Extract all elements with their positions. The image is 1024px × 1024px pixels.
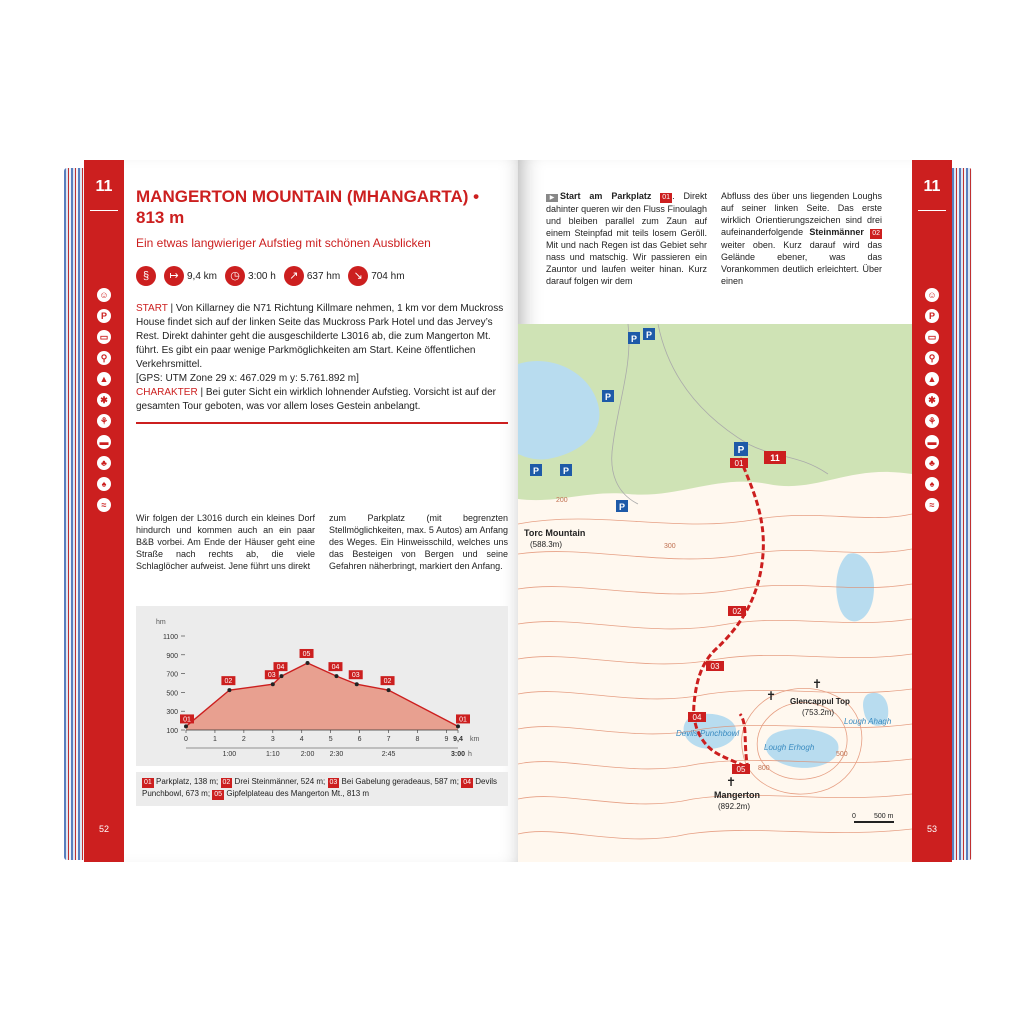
waypoint-dot [387,688,391,692]
duration-value: 3:00 h [248,270,276,282]
bike-icon: ⚘ [97,414,111,428]
right-red-bar [912,160,952,862]
contour-label-300: 300 [664,543,676,550]
train-icon: ▬ [925,435,939,449]
contour-label-500: 500 [836,751,848,758]
waypoint-dot [334,674,338,678]
waypoint-dot [355,682,359,686]
x-tick-label: 4 [299,736,304,743]
waypoint-05-label: 05 [736,765,746,774]
waypoint-dot [306,661,310,665]
parking-label: P [532,466,540,476]
summit-cross-icon: ✝ [726,775,737,789]
col4-text-b: weiter oben. Kurz darauf wird das Gelände ebener, was das Vorankommen deutlich erleichtert. Über einen [721,240,882,286]
side-icons-left [84,288,124,512]
side-icons-right [912,288,952,512]
waypoint-03-label: 03 [710,662,720,671]
summit-cross-icon: ✝ [812,677,823,691]
ascent-icon: ↗ [284,266,304,286]
train-icon: ▬ [97,435,111,449]
parking-label: P [630,334,638,344]
y-tick-label: 700 [166,671,178,679]
time-tick-label: 2:45 [381,751,396,758]
parking-label: P [618,502,626,512]
stat-duration [225,266,276,286]
waypoint-02-label: 02 [732,607,742,616]
descent-icon: ↘ [348,266,368,286]
nature-icon: ♣ [925,456,939,470]
clock-icon: ◷ [225,266,245,286]
start-text: | Von Killarney die N71 Richtung Killmare nehmen, 1 km vor dem Muckross House findet sich auf der linken Seite das Muckross Park Hotel und das Jervey’s Rest. Direkt dahinter geht die ausgeschilderte L3016 ab, die zum Mangerton Mt. führt. Es gibt ein paar wenige Parkmöglichkeiten am Start. Keine öffentlichen Verkehrsmittel. [136,303,504,370]
waypoint-label: 04 [276,664,285,672]
description-col-4 [721,190,882,287]
restaurant-icon: ⚲ [925,351,939,365]
y-tick-label: 500 [166,690,178,698]
legend-num-01: 01 [144,779,152,786]
y-axis-unit: hm [156,619,166,626]
lough-erhogh-label: Lough Erhogh [764,743,815,752]
col4-text-a: Abfluss des über uns liegenden Loughs auf seiner linken Seite. Das erste wirklich Orientierungszeichen sind drei aufeinanderfolgende [721,191,882,237]
book-spread [64,160,972,862]
legend-num-02: 02 [222,779,231,786]
page-edges-right [950,168,972,860]
x-tick-label: 9 [444,736,449,743]
restaurant-icon: ⚲ [97,351,111,365]
page-number-right: 53 [926,824,937,834]
x-tick-label: 7 [386,736,391,743]
topographic-map [518,324,912,862]
stat-distance [164,266,217,286]
route-description-right [546,190,882,287]
col3-text: . Direkt dahinter queren wir den Fluss Finoulagh und bleiben parallel zum Zaun auf einem Steinpfad mit teils losem Geröll. Mit und nach Regen ist das Gebiet sehr nass und matschig. Wir passieren ein Zauntor und laufen weiter hinan. Kurz darauf folgen wir dem [546,191,707,286]
tree-icon: ♠ [97,477,111,491]
legend-text-03: Bei Gabelung geradeaus, 587 m; [341,777,459,786]
summit-icon: ▲ [925,372,939,386]
waypoint-label: 03 [351,672,360,680]
x-tick-label: 0 [184,736,188,743]
glencappul-label: Glencappul Top [790,697,850,706]
inline-num-02: 02 [872,230,880,237]
waypoint-legend [136,772,508,806]
x-tick-label: 9,4 [453,736,463,743]
time-tick-label: 1:00 [222,751,237,758]
tour-number-right: 11 [923,178,941,195]
parking-label: P [604,392,612,402]
waypoint-label: 01 [183,716,191,724]
description-col-3 [546,190,707,287]
gps-text: [GPS: UTM Zone 29 x: 467.029 m y: 5.761.892 m] [136,373,359,384]
left-page [84,160,526,862]
difficulty-icon: § [136,266,156,286]
parking-icon: P [97,309,111,323]
tour-title: MANGERTON MOUNTAIN (MHANGARTA) • 813 m [136,187,480,227]
description-col-2: zum Parkplatz (mit begrenzten Stellmöglichkeiten, max. 5 Autos) am Anfang des Weges. Ein Hinweisschild, welches uns das Besteigen von Bergen und seine Gefahren näherbringt, markiert den Anfang. [329,513,508,571]
waypoint-label: 02 [224,678,233,686]
tree-icon: ♠ [925,477,939,491]
route-description-left [136,512,508,572]
waypoint-dot [271,682,275,686]
elevation-profile [136,606,508,766]
distance-icon: ↦ [164,266,184,286]
legend-num-04: 04 [463,779,471,786]
distance-value: 9,4 km [187,270,218,282]
legend-text-01: Parkplatz, 138 m; [156,777,219,786]
start-label: START [136,303,168,314]
waypoint-label: 01 [459,716,467,724]
waypoint-dot [184,724,188,728]
page-edges-left [64,168,86,860]
x-tick-label: 3 [270,736,275,743]
x-tick-label: 2 [241,736,246,743]
swim-icon: ≈ [925,498,939,512]
contour-label-200: 200 [556,497,568,504]
torc-mountain-label: Torc Mountain [524,528,586,538]
waypoint-label: 03 [267,672,276,680]
mangerton-label: Mangerton [714,790,760,800]
waypoint-04-label: 04 [692,713,702,722]
descent-value: 704 hm [371,270,405,282]
start-arrow-icon: ▶ [546,194,558,202]
swim-icon: ≈ [97,498,111,512]
stat-ascent [284,266,340,286]
tour-stats [136,266,508,286]
bar-divider [90,210,118,211]
lough-ahagh-label: Lough Ahagh [844,717,892,726]
parking-icon: P [925,309,939,323]
time-tick-label: 2:30 [329,751,344,758]
nature-icon: ♣ [97,456,111,470]
glencappul-height: (753.2m) [802,708,835,717]
devils-punchbowl-label: Devils Punchbowl [676,729,740,738]
kids-icon: ☺ [97,288,111,302]
summit-icon: ▲ [97,372,111,386]
time-tick-label: 2:00 [300,751,315,758]
legend-text-02: Drei Steinmänner, 524 m; [234,777,326,786]
bus-icon: ▭ [97,330,111,344]
waypoint-label: 04 [331,664,340,672]
waypoint-dot [456,724,460,728]
winter-icon: ✱ [97,393,111,407]
x-tick-label: 5 [328,736,333,743]
charakter-label: CHARAKTER [136,387,198,398]
bike-icon: ⚘ [925,414,939,428]
waypoint-label: 05 [302,650,311,658]
legend-text-04: Devils Punchbowl, 673 m; [142,777,497,798]
bar-divider-right [918,210,946,211]
parking-label: P [645,330,653,340]
contour-label-800: 800 [758,765,770,772]
tour-tag-label: 11 [770,453,780,463]
bus-icon: ▭ [925,330,939,344]
waypoint-dot [227,688,231,692]
x-axis-unit: km [470,736,480,743]
summit-cross-icon: ✝ [766,689,777,703]
kids-icon: ☺ [925,288,939,302]
scale-label: 500 m [874,813,894,820]
waypoint-label: 02 [383,678,392,686]
mangerton-height: (892.2m) [718,802,751,811]
map-svg [518,324,912,862]
waypoint-01-label: 01 [734,459,744,468]
scale-zero-label: 0 [852,813,856,820]
y-tick-label: 100 [166,728,178,735]
parking-label: P [562,466,570,476]
right-page [518,160,952,862]
charakter-text: | Bei guter Sicht ein wirklich lohnender Aufstieg. Vorsicht ist auf der gesamten Tour geboten, was vor allem loses Gestein anbelangt. [136,387,496,412]
x-tick-label: 8 [415,736,420,743]
x-tick-label: 1 [212,736,217,743]
tour-subtitle: Ein etwas langwieriger Aufstieg mit schönen Ausblicken [136,236,431,250]
start-bold: Start am Parkplatz [560,191,652,201]
page-number-left: 52 [98,824,109,834]
tour-header [136,186,508,424]
legend-num-03: 03 [329,779,338,786]
torc-mountain-height: (588.3m) [530,540,563,549]
info-box [136,302,508,424]
y-tick-label: 300 [166,709,178,717]
stat-descent [348,266,404,286]
left-red-bar [84,160,124,862]
legend-text-05: Gipfelplateau des Mangerton Mt., 813 m [226,789,370,798]
tour-number: 11 [95,178,113,195]
time-tick-label: 1:10 [265,751,280,758]
steinmaenner-bold: Steinmänner [809,227,864,237]
y-tick-label: 900 [166,652,178,660]
time-axis-unit: h [468,751,472,758]
profile-area [186,663,458,730]
description-col-1: Wir folgen der L3016 durch ein kleines Dorf hindurch und kommen auch an ein paar B&B vorbei. Am Ende der Häuser geht eine Straße nach rechts ab, die viele Schlaglöcher aufweist. Jene führt uns direkt [136,513,315,571]
waypoint-dot [279,674,283,678]
inline-num-01: 01 [662,194,671,201]
elevation-chart [136,606,508,766]
x-tick-label: 6 [357,736,362,743]
start-parking-label: P [737,445,745,456]
time-tick-label: 3:00 [450,751,466,758]
ascent-value: 637 hm [306,270,341,282]
y-tick-label: 1100 [162,634,178,641]
winter-icon: ✱ [925,393,939,407]
legend-num-05: 05 [214,791,223,798]
